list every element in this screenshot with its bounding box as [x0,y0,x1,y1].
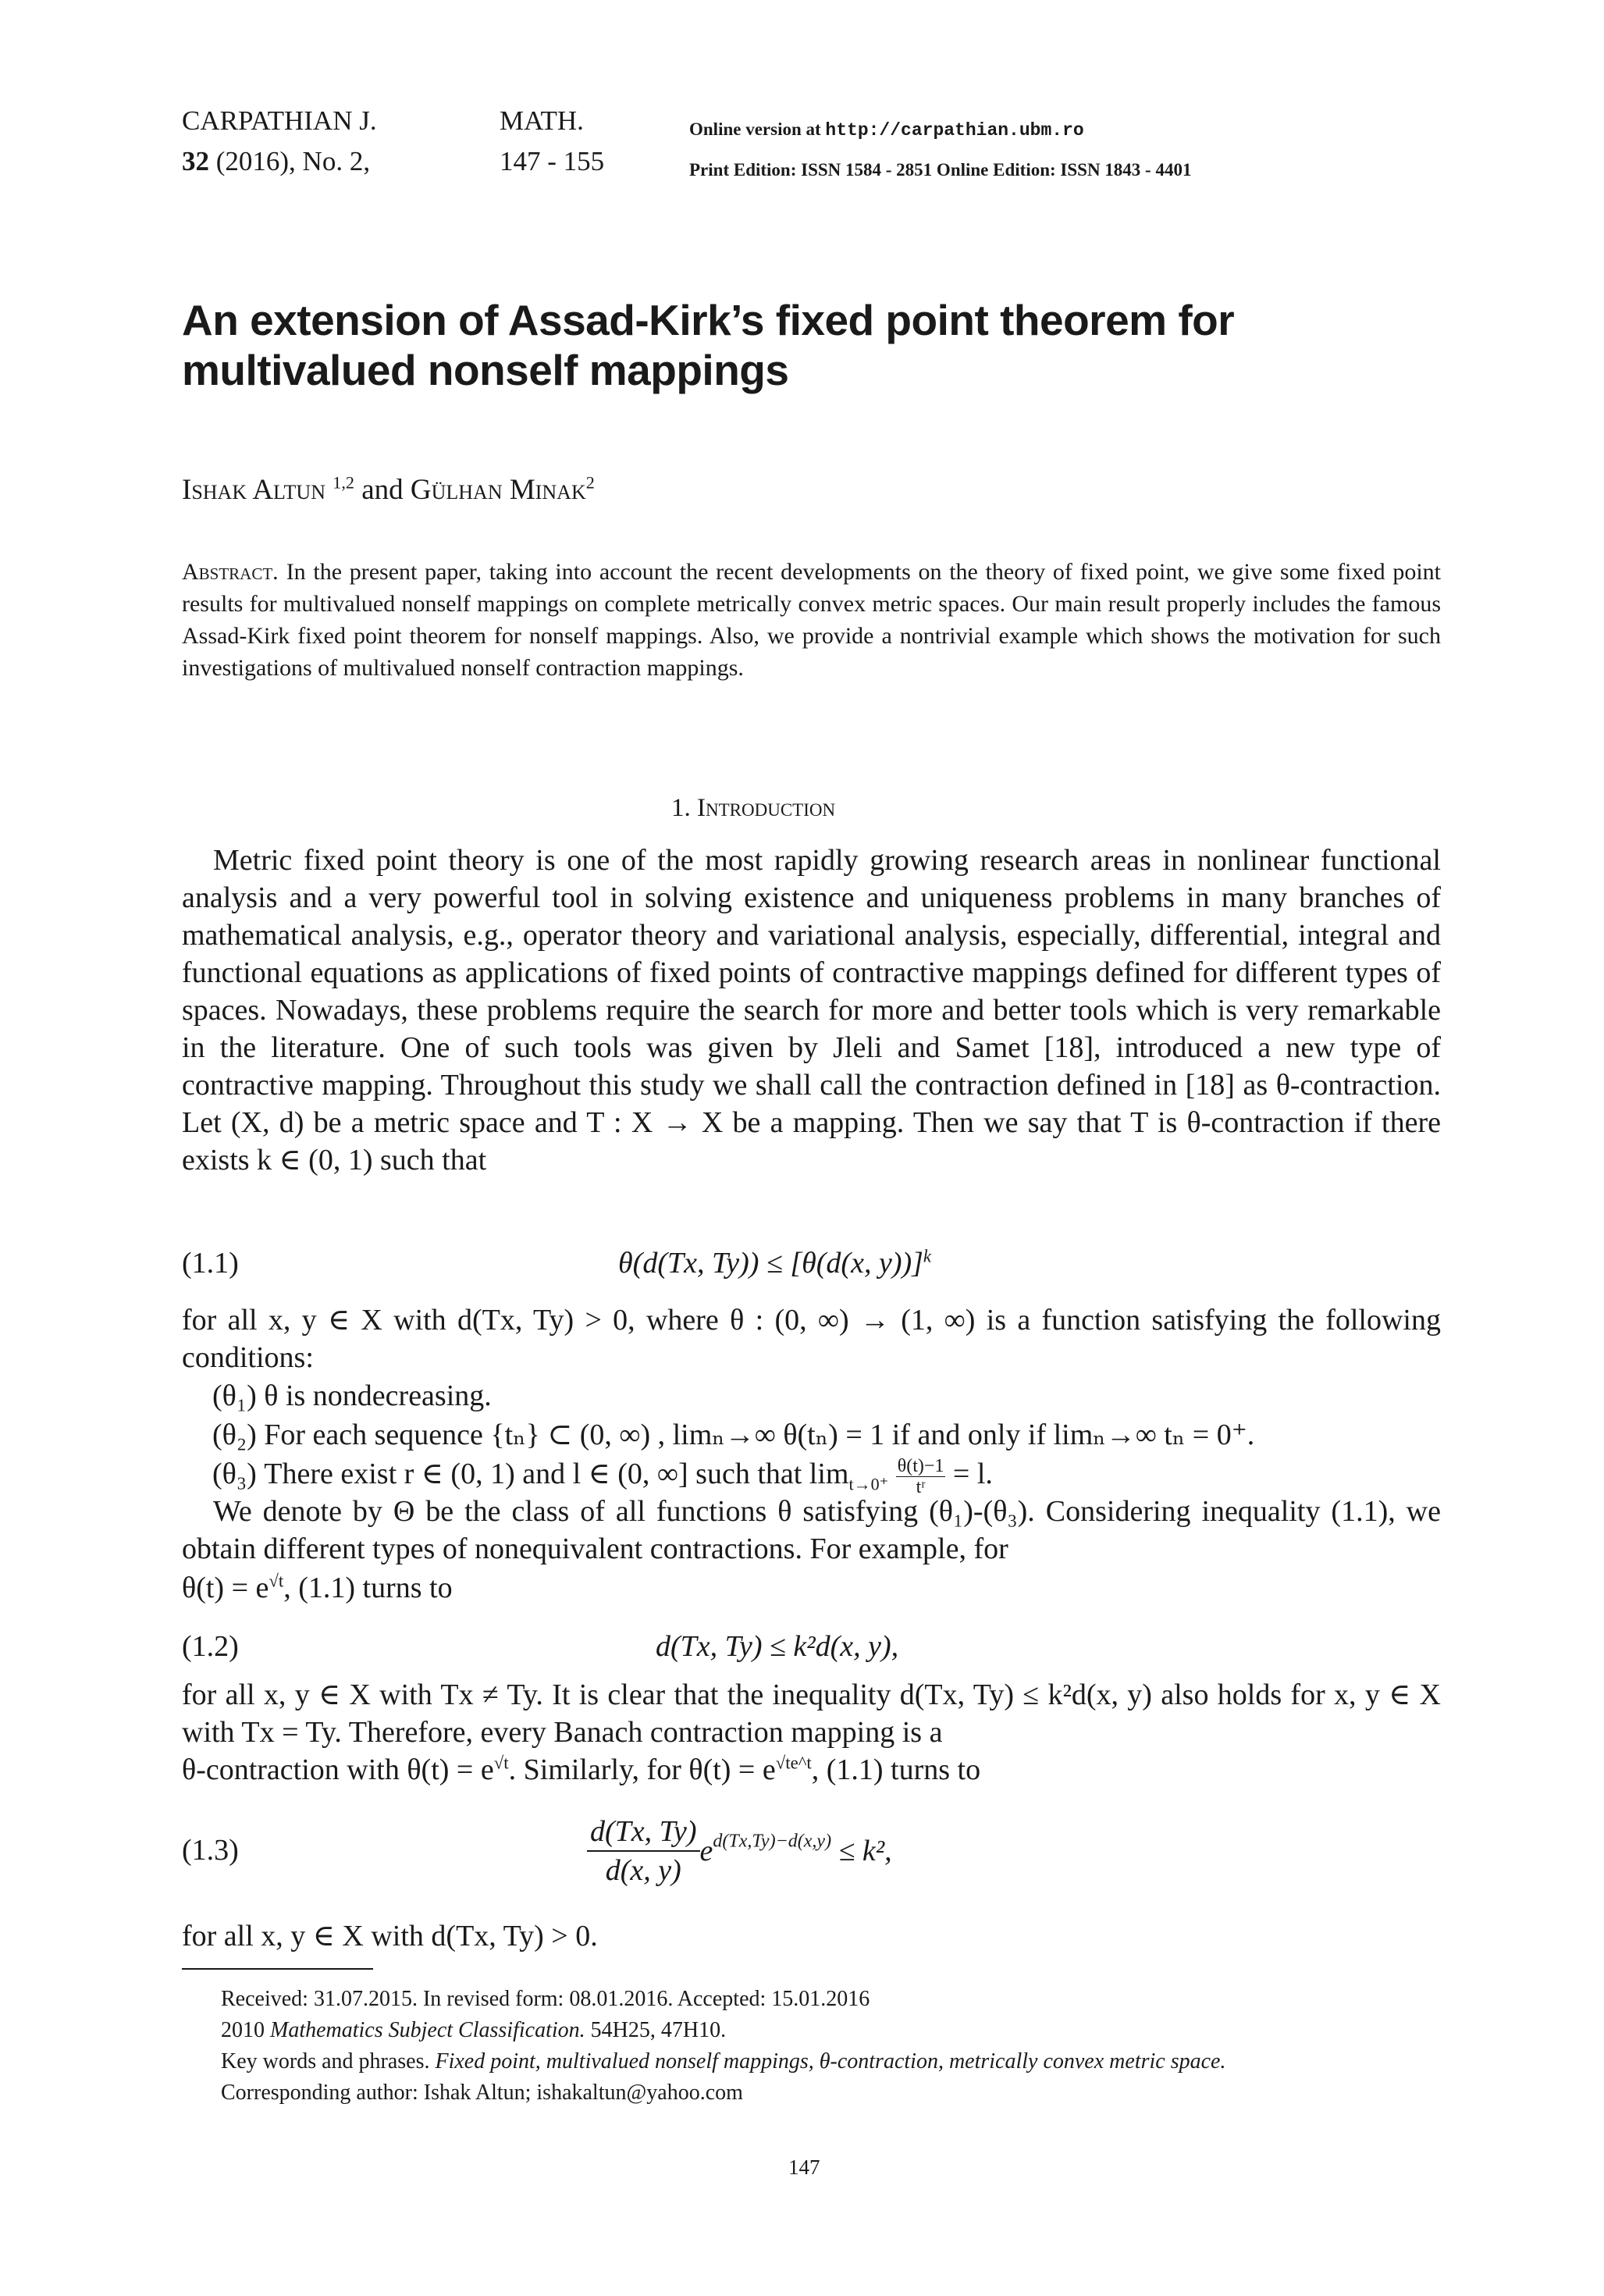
author-2-affiliation: 2 [585,472,595,493]
equation-1-3-number: (1.3) [182,1834,239,1867]
journal-volume [182,144,370,179]
intro-paragraph-2: We denote by Θ be the class of all functions θ satisfying (θ₁)-(θ₃). Considering inequality (1.1), we obtain different types of nonequivalent contractions. For example, for [182,1495,1441,1565]
equation-1-3-exponent: d(Tx,Ty)−d(x,y) [713,1831,832,1852]
online-version [689,112,1084,148]
msc-codes: 54H25, 47H10. [590,2018,727,2042]
journal-math: MATH. [500,105,584,136]
footnote-keywords [221,2047,1225,2077]
after-equation-1-2: for all x, y ∈ X with Tx ≠ Ty. It is clear that the inequality d(Tx, Ty) ≤ k²d(x, y) also holds for x, y ∈ X with Tx = Ty. Therefore, every Banach contraction mapping is a [182,1678,1441,1749]
abstract-label: Abstract. [182,559,279,585]
condition-theta-3-text: (θ₃) There exist r ∈ (0, 1) and l ∈ (0, ∞] such that lim [212,1458,849,1490]
abstract [182,556,1441,684]
condition-theta-3-denominator: tʳ [916,1476,926,1497]
msc-year: 2010 [221,2018,265,2042]
equation-1-3-e: e [699,1835,713,1867]
online-label: Online version at [689,119,821,139]
author-and: and [361,474,404,506]
footnote-rule [182,1968,373,1970]
footnote-corresponding: Corresponding author: Ishak Altun; ishakaltun@yahoo.com [221,2081,743,2105]
equation-1-3 [587,1813,892,1889]
theta-example-2-b: . Similarly, for θ(t) = e [508,1753,776,1786]
after-equation-1-1: for all x, y ∈ X with d(Tx, Ty) > 0, where θ : (0, ∞) → (1, ∞) is a function satisfying the following conditions: [182,1304,1441,1374]
equation-1-3-fraction [587,1813,700,1889]
condition-theta-3-fraction [896,1456,946,1497]
journal-name: CARPATHIAN J. [182,105,377,136]
author-1-affiliation: 1,2 [333,472,354,493]
print-edition: Print Edition: ISSN 1584 - 2851 Online Edition: ISSN 1843 - 4401 [689,160,1192,180]
keywords-text: Fixed point, multivalued nonself mappings, θ-contraction, metrically convex metric space. [435,2049,1226,2074]
theta-example-2-rest: , (1.1) turns to [811,1753,981,1786]
page-number: 147 [788,2155,820,2179]
section-heading [671,791,835,825]
equation-1-1-exponent: k [923,1246,932,1266]
author-1: Ishak Altun [182,474,325,506]
equation-1-3-denominator: d(x, y) [605,1854,681,1887]
page-range: 147 - 155 [500,146,605,176]
footnote-msc [221,2016,726,2045]
theta-example-1-exponent: √t [269,1571,284,1591]
theta-example-2-a-exponent: √t [493,1753,509,1773]
theta-example-2 [182,1751,980,1789]
equation-1-2: d(Tx, Ty) ≤ k²d(x, y), [656,1630,899,1663]
equation-1-3-rhs: ≤ k², [838,1835,892,1867]
equation-1-1 [618,1244,931,1282]
condition-theta-2: (θ₂) For each sequence {tₙ} ⊂ (0, ∞) , limₙ→∞ θ(tₙ) = 1 if and only if limₙ→∞ tₙ = 0⁺. [212,1419,1255,1451]
intro-paragraph-1: Metric fixed point theory is one of the most rapidly growing research areas in nonlinear functional analysis and a very powerful tool in solving existence and uniqueness problems in many branches of mathematical analysis, e.g., operator theory and variational analysis, especially, differential, integral and functional equations as applications of fixed points of contractive mappings defined for different types of spaces. Nowadays, these problems require the search for more and better tools which is very remarkable in the literature. One of such tools was given by Jleli and Samet [18], introduced a new type of contractive mapping. Throughout this study we shall call the contraction defined in [18] as θ-contraction. Let (X, d) be a metric space and T : X → X be a mapping. Then we say that T is θ-contraction if there exists k ∈ (0, 1) such that [182,844,1441,1176]
keywords-label: Key words and phrases. [221,2049,430,2074]
paper-title-line2: multivalued nonself mappings [182,346,789,394]
abstract-text: In the present paper, taking into account the recent developments on the theory of fixed point, we give some fixed point results for multivalued nonself mappings on complete metrically convex metric spaces. Our main result properly includes the famous Assad-Kirk fixed point theorem for nonself mappings. Also, we provide a nontrivial example which shows the motivation for such investigations of multivalued nonself contraction mappings. [182,559,1441,681]
condition-theta-3-numerator: θ(t)−1 [897,1455,944,1476]
theta-example-2-b-exponent: √te^t [775,1753,812,1773]
theta-example-1-rest: , (1.1) turns to [283,1572,453,1604]
equation-1-2-number: (1.2) [182,1630,239,1663]
theta-example-1-lhs: θ(t) = e [182,1572,269,1604]
equation-1-3-numerator: d(Tx, Ty) [587,1813,700,1852]
volume-number: 32 [182,146,209,176]
author-2: Gülhan Minak [410,474,586,506]
condition-theta-1: (θ₁) θ is nondecreasing. [212,1379,492,1412]
footnote-received: Received: 31.07.2015. In revised form: 08.01.2016. Accepted: 15.01.2016 [221,1987,870,2011]
section-number: 1. [671,794,691,822]
equation-1-1-number: (1.1) [182,1247,239,1280]
section-title: Introduction [697,794,836,822]
online-url[interactable]: http://carpathian.ubm.ro [825,120,1084,141]
theta-example-1 [182,1569,453,1607]
author-line [182,473,595,507]
msc-label: Mathematics Subject Classification. [270,2018,585,2042]
year-issue: (2016), No. 2, [215,146,371,176]
equation-1-1-body: θ(d(Tx, Ty)) ≤ [θ(d(x, y))] [618,1247,923,1280]
condition-theta-3-limit: t→0⁺ [848,1474,889,1494]
after-equation-1-3: for all x, y ∈ X with d(Tx, Ty) > 0. [182,1920,598,1952]
condition-theta-3-end: = l. [952,1458,993,1490]
theta-example-2-a: θ-contraction with θ(t) = e [182,1753,494,1786]
paper-title-line1: An extension of Assad-Kirk’s fixed point theorem for [182,296,1235,344]
